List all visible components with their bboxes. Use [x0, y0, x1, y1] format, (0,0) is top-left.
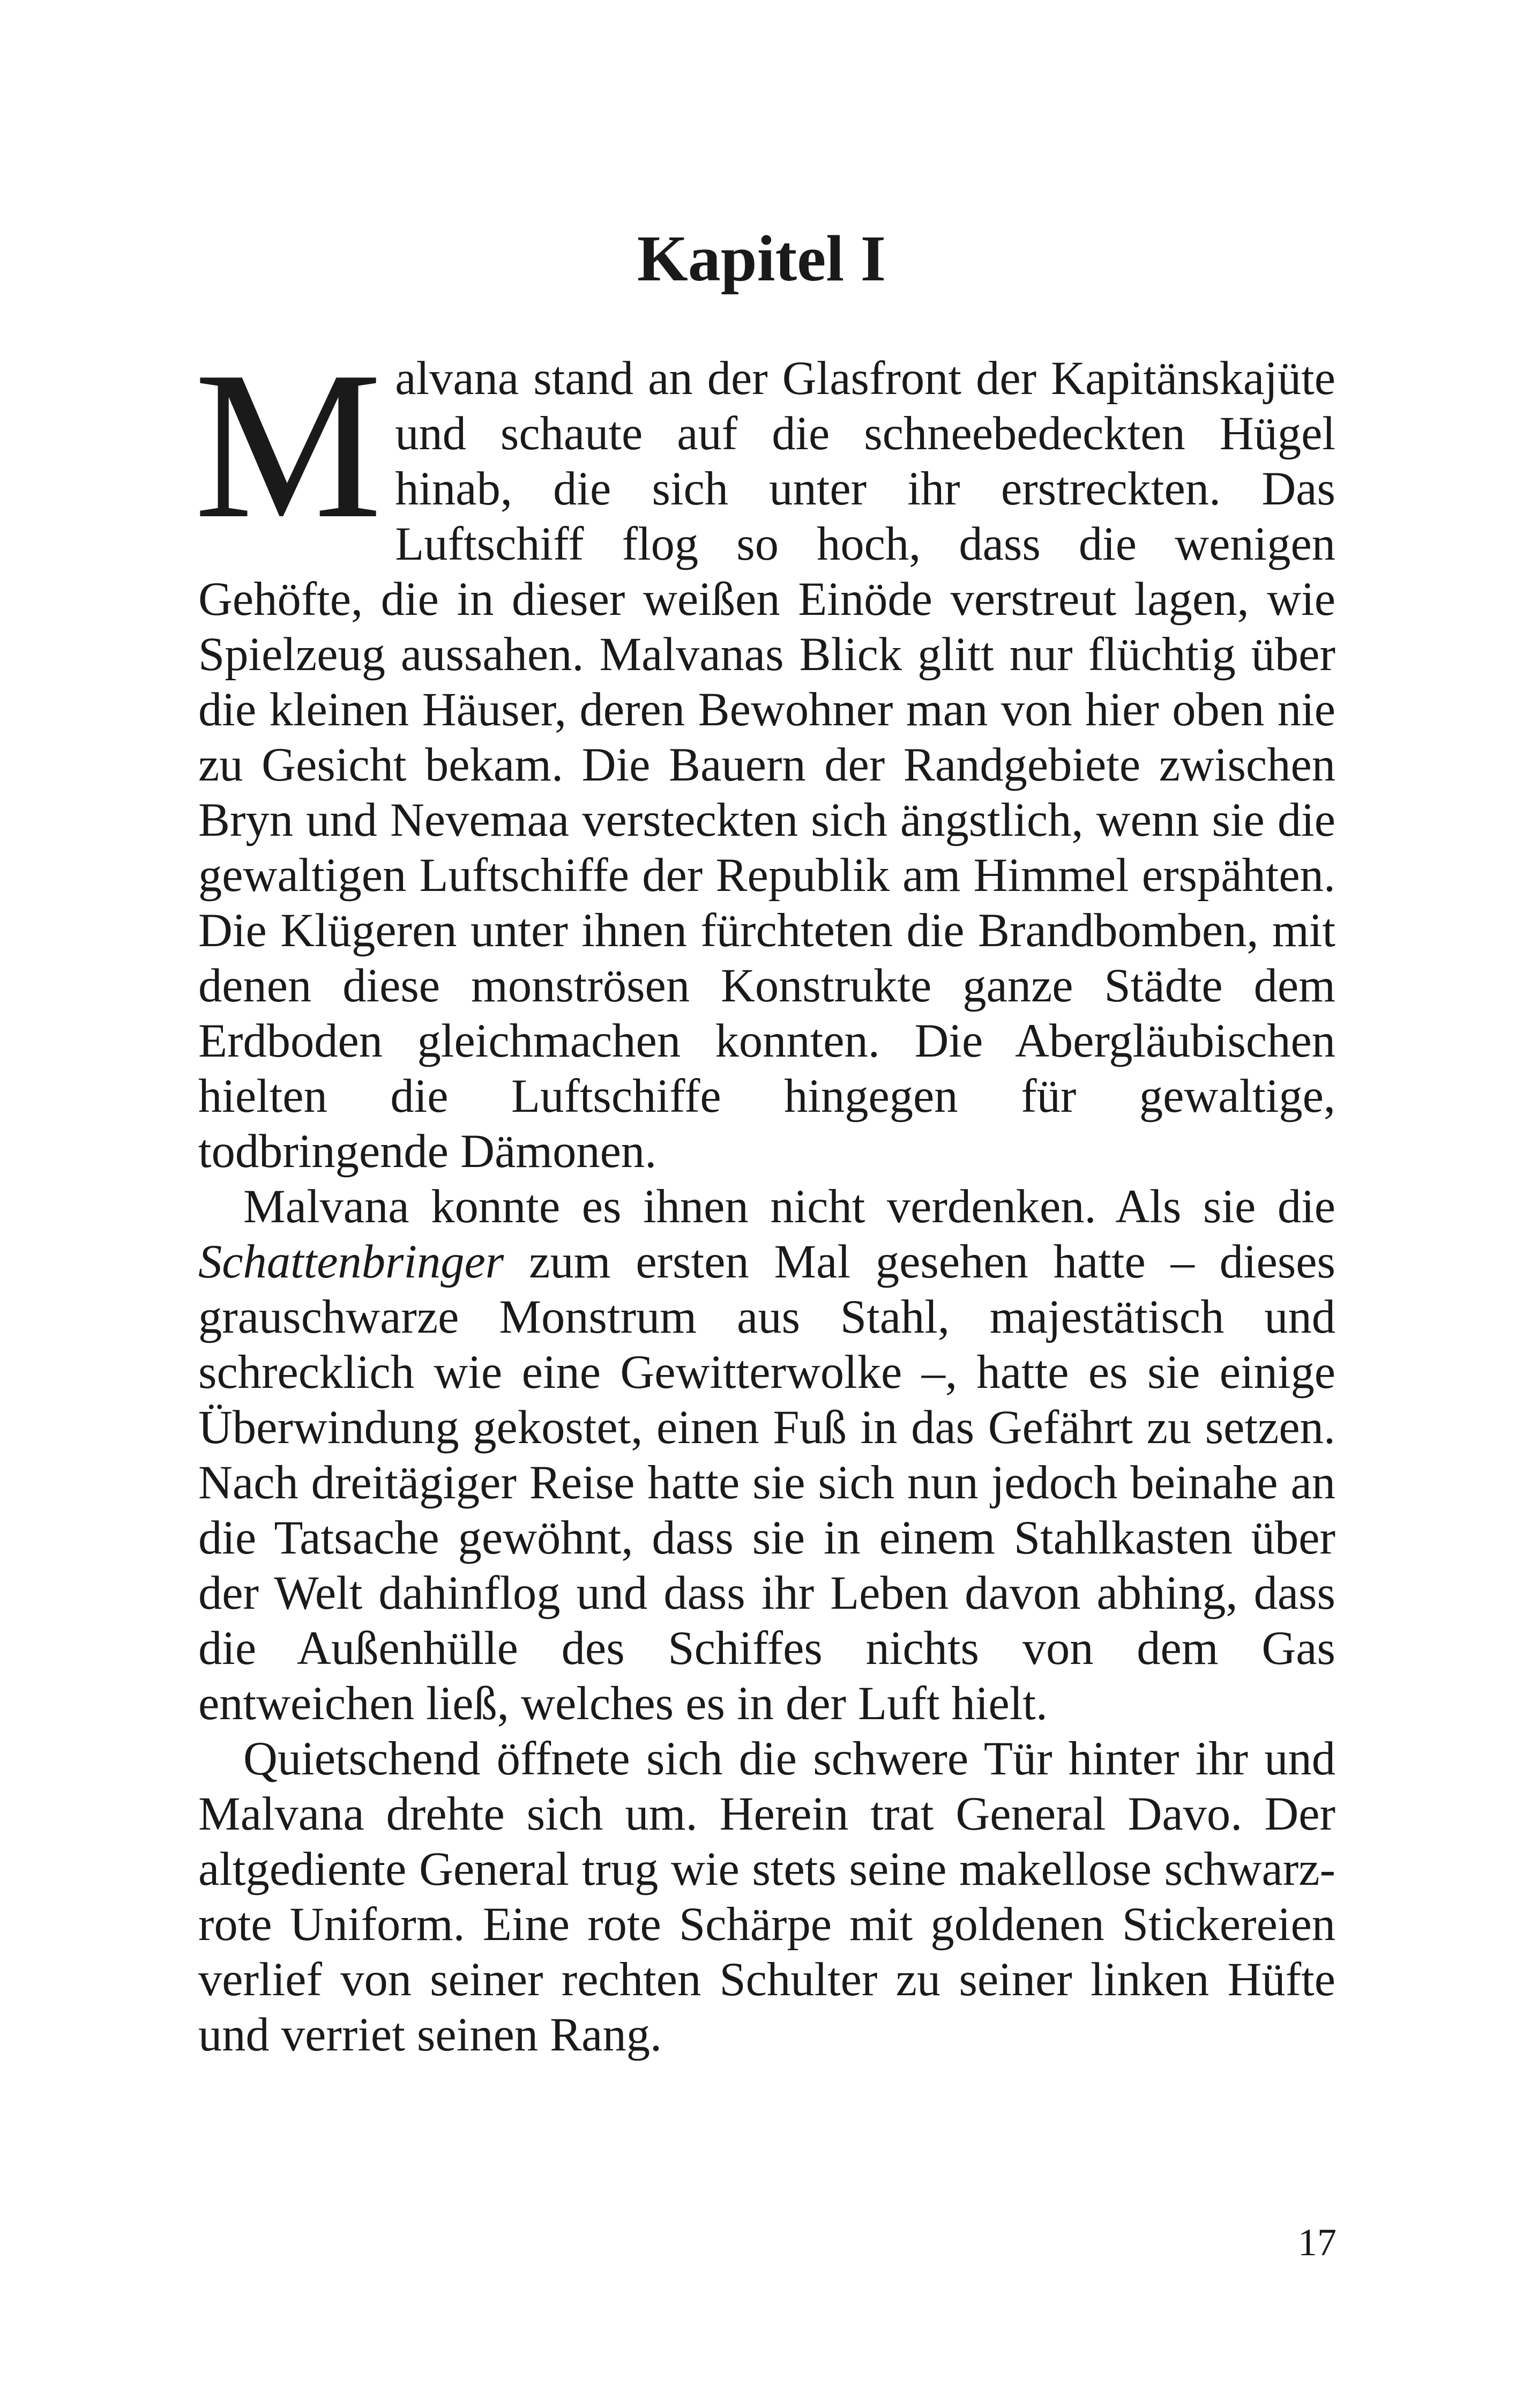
- paragraph-3-text: Quietschend öffnete sich die schwere Tür hinter ihr und Malvana drehte sich um. Herein trat General Davo. Der altgediente General trug wie stets seine makellose schwarz-rote Uniform. Eine rote Schärpe mit goldenen Stickereien verlief von seiner rechten Schulter zu seiner linken Hüfte und verriet seinen Rang.: [198, 1733, 1335, 2061]
- paragraph-1: [194, 328, 1335, 1179]
- paragraph-1-text: alvana stand an der Glasfront der Kapitänskajüte und schaute auf die schneebedeckten Hügel hinab, die sich unter ihr erstreckten. Das Luftschiff flog so hoch, dass die wenigen Gehöfte, die in dieser weißen Einöde verstreut lagen, wie Spielzeug aussahen. Malvanas Blick glitt nur flüchtig über die kleinen Häuser, deren Bewohner man von hier oben nie zu Gesicht bekam. Die Bauern der Randgebiete zwischen Bryn und Nevemaa versteckten sich ängstlich, wenn sie die gewaltigen Luftschiffe der Republik am Himmel erspähten. Die Klügeren unter ihnen fürchteten die Brandbomben, mit denen diese monströsen Konstrukte ganze Städte dem Erdboden gleichmachen konnten. Die Abergläubischen hielten die Luftschiffe hingegen für gewaltige, todbringende Dämonen.: [198, 352, 1335, 1178]
- paragraph-2-text-end: zum ersten Mal gesehen hatte – dieses grauschwarze Monstrum aus Stahl, majestätisch und schrecklich wie eine Gewitterwolke –, hatte es sie einige Überwindung gekostet, einen Fuß in das Gefährt zu setzen. Nach dreitägiger Reise hatte sie sich nun jedoch beinahe an die Tatsache gewöhnt, dass sie in einem Stahlkasten über der Welt dahinflog und dass ihr Leben davon abhing, dass die Außenhülle des Schiffes nichts von dem Gas entweichen ließ, welches es in der Luft hielt.: [198, 1236, 1335, 1730]
- page-number: 17: [1298, 2221, 1337, 2264]
- paragraph-2: [198, 1179, 1335, 1731]
- chapter-body: [194, 328, 1335, 2063]
- drop-cap: M: [194, 328, 383, 562]
- chapter-title: Kapitel I: [637, 222, 886, 295]
- ship-name-italic: Schattenbringer: [198, 1236, 504, 1288]
- paragraph-3: [198, 1731, 1335, 2063]
- paragraph-2-text-start: Malvana konnte es ihnen nicht verdenken. Als sie die: [243, 1180, 1335, 1233]
